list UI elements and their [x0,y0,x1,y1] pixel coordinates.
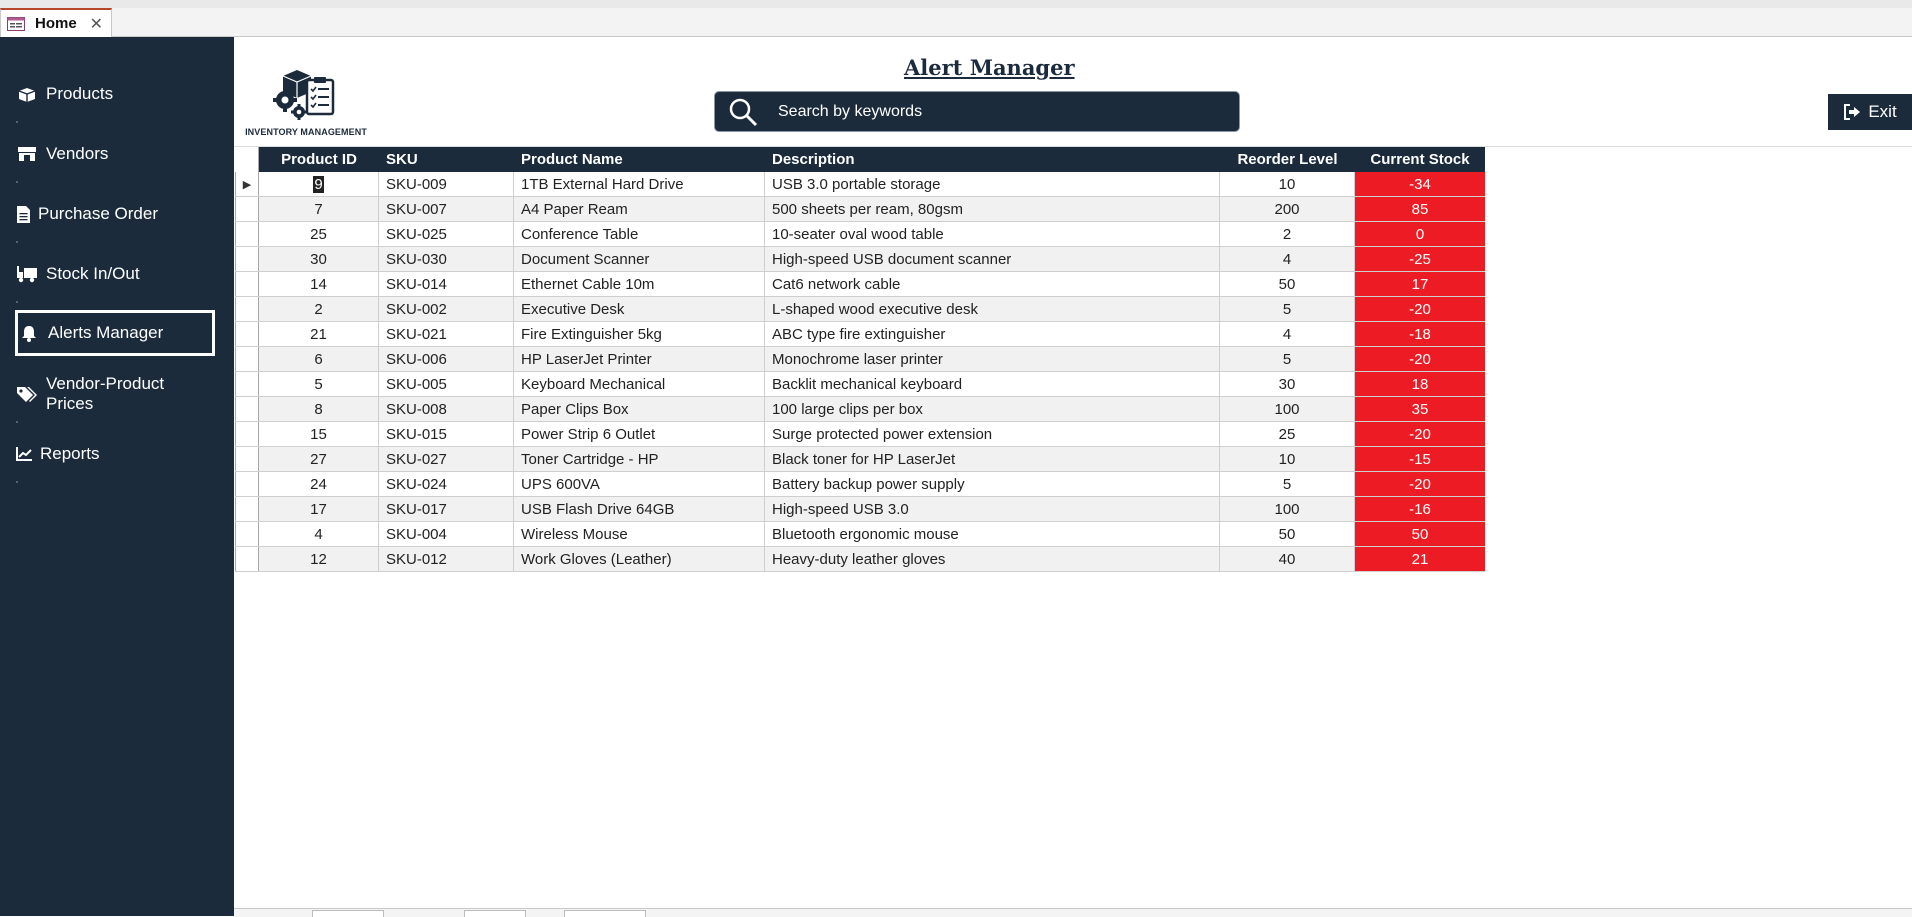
cell-product-name-value: Keyboard Mechanical [521,375,666,393]
cell-description[interactable] [765,397,1220,421]
table-row[interactable] [235,422,1485,447]
cell-current-stock[interactable] [1355,447,1485,471]
cell-reorder-level[interactable] [1220,197,1355,221]
cell-sku-value: SKU-009 [386,175,447,193]
select-all-cell[interactable] [235,147,259,172]
cell-product-id-value: 9 [314,175,323,193]
cell-sku[interactable] [379,397,514,421]
cell-product-id-value: 2 [314,300,323,318]
row-selector[interactable] [235,297,259,321]
column-header-current-stock[interactable]: Current Stock [1355,147,1485,172]
sidebar-item-products[interactable] [16,71,214,117]
row-selector[interactable] [235,247,259,271]
cell-description[interactable] [765,447,1220,471]
cell-product-name[interactable] [514,447,765,471]
cell-product-name[interactable] [514,172,765,196]
sidebar-item-label: Reports [40,444,100,463]
cell-current-stock-value: 17 [1411,275,1429,293]
row-selector[interactable] [235,547,259,571]
document-icon [16,205,30,223]
cell-description[interactable] [765,347,1220,371]
row-selector[interactable] [235,472,259,496]
cell-description[interactable] [765,522,1220,546]
cell-product-name[interactable] [514,547,765,571]
column-header-reorder-level[interactable]: Reorder Level [1237,151,1338,168]
cell-current-stock-value: -18 [1409,325,1431,343]
cell-reorder-level[interactable] [1220,322,1355,346]
cell-product-id[interactable] [259,372,379,396]
search-input[interactable] [776,102,1220,122]
cell-product-id-value: 24 [310,475,327,493]
cell-product-id-value: 6 [314,350,323,368]
cell-product-id[interactable] [259,347,379,371]
column-header-product-id[interactable]: Product ID [281,151,357,168]
cell-product-id[interactable] [259,397,379,421]
cell-sku[interactable] [379,347,514,371]
column-header-product-name[interactable]: Product Name [521,151,623,168]
cell-current-stock[interactable] [1355,247,1485,271]
cell-description[interactable] [765,547,1220,571]
cell-product-name-value: UPS 600VA [521,475,600,493]
cell-product-id[interactable] [259,447,379,471]
current-record-icon: ▶ [242,178,252,191]
row-selector[interactable] [235,272,259,296]
cell-description-value: Surge protected power extension [772,425,993,443]
cell-current-stock-value: 21 [1411,550,1429,568]
cell-product-id[interactable] [259,322,379,346]
cell-reorder-level[interactable] [1220,372,1355,396]
cell-reorder-level[interactable] [1220,247,1355,271]
cell-product-id[interactable] [259,247,379,271]
cell-product-name-value: Conference Table [521,225,639,243]
cell-reorder-level-value: 25 [1278,425,1296,443]
sidebar-item-vendors[interactable] [16,131,214,177]
cell-product-name-value: 1TB External Hard Drive [521,175,684,193]
cell-reorder-level[interactable] [1220,497,1355,521]
chart-icon [16,445,32,463]
cell-current-stock[interactable] [1355,422,1485,446]
cell-description-value: Black toner for HP LaserJet [772,450,956,468]
cell-product-id[interactable] [259,222,379,246]
cell-product-name-value: Ethernet Cable 10m [521,275,655,293]
row-selector[interactable] [235,322,259,346]
truck-icon [16,265,38,283]
sidebar-item-label: Vendors [46,144,109,163]
cell-current-stock-value: 85 [1411,200,1429,218]
cell-sku[interactable] [379,497,514,521]
cell-description-value: 10-seater oval wood table [772,225,944,243]
cell-product-id-value: 12 [310,550,327,568]
column-header-sku[interactable]: SKU [386,151,418,168]
table-row[interactable] [235,297,1485,322]
sidebar-item-purchase-order[interactable] [16,191,214,237]
cell-reorder-level[interactable] [1220,422,1355,446]
document-tab-strip [0,0,1912,37]
cell-current-stock[interactable] [1355,272,1485,296]
cell-description-value: Battery backup power supply [772,475,965,493]
cell-product-name-value: Wireless Mouse [521,525,628,543]
cell-description-value: Cat6 network cable [772,275,901,293]
cell-reorder-level[interactable] [1220,222,1355,246]
cell-product-id[interactable] [259,172,379,196]
cell-sku[interactable] [379,472,514,496]
cell-sku-value: SKU-006 [386,350,447,368]
cell-current-stock-value: -20 [1409,300,1431,318]
cell-current-stock[interactable] [1355,222,1485,246]
cell-product-name[interactable] [514,297,765,321]
cell-description[interactable] [765,197,1220,221]
cell-reorder-level[interactable] [1220,472,1355,496]
search-icon[interactable] [728,97,758,127]
cell-product-id[interactable] [259,522,379,546]
table-row[interactable] [235,322,1485,347]
cell-product-id[interactable] [259,297,379,321]
cell-sku-value: SKU-015 [386,425,447,443]
cell-sku-value: SKU-002 [386,300,447,318]
table-row[interactable] [235,347,1485,372]
cell-current-stock-value: -34 [1409,175,1431,193]
sidebar-item-alerts-manager[interactable] [15,310,215,356]
cell-sku-value: SKU-021 [386,325,447,343]
search-box[interactable] [714,91,1240,132]
row-selector[interactable] [235,172,259,196]
cell-description-value: High-speed USB document scanner [772,250,1012,268]
cell-reorder-level[interactable] [1220,172,1355,196]
cell-sku[interactable] [379,522,514,546]
cell-current-stock[interactable] [1355,522,1485,546]
sidebar-item-label: Purchase Order [38,204,158,223]
cell-current-stock[interactable] [1355,197,1485,221]
cell-description-value: ABC type fire extinguisher [772,325,946,343]
cell-reorder-level[interactable] [1220,297,1355,321]
cell-current-stock-value: -20 [1409,350,1431,368]
cell-product-name-value: Fire Extinguisher 5kg [521,325,662,343]
cell-current-stock[interactable] [1355,547,1485,571]
cell-product-name[interactable] [514,197,765,221]
cell-description-value: Heavy-duty leather gloves [772,550,946,568]
cell-reorder-level-value: 50 [1278,525,1296,543]
cell-product-name-value: HP LaserJet Printer [521,350,652,368]
cell-description-value: L-shaped wood executive desk [772,300,978,318]
cell-sku-value: SKU-014 [386,275,447,293]
cell-description[interactable] [765,297,1220,321]
cell-sku-value: SKU-024 [386,475,447,493]
cell-reorder-level[interactable] [1220,547,1355,571]
cell-description-value: Monochrome laser printer [772,350,943,368]
row-selector[interactable] [235,497,259,521]
cell-description-value: 500 sheets per ream, 80gsm [772,200,963,218]
cell-description-value: Bluetooth ergonomic mouse [772,525,959,543]
table-row[interactable] [235,472,1485,497]
cell-reorder-level[interactable] [1220,447,1355,471]
cell-description[interactable] [765,497,1220,521]
sidebar-item-reports[interactable] [16,431,214,477]
cell-current-stock[interactable] [1355,497,1485,521]
table-row[interactable] [235,522,1485,547]
cell-reorder-level-value: 200 [1274,200,1300,218]
cell-product-id-value: 30 [310,250,327,268]
cell-current-stock-value: -25 [1409,250,1431,268]
cell-product-name[interactable] [514,347,765,371]
cell-reorder-level-value: 100 [1274,400,1300,418]
cell-current-stock-value: 0 [1415,225,1425,243]
tab-home[interactable] [0,8,112,37]
cell-sku[interactable] [379,422,514,446]
cell-description-value: USB 3.0 portable storage [772,175,941,193]
box-icon [16,85,38,103]
cell-product-name-value: A4 Paper Ream [521,200,628,218]
cell-product-name-value: Toner Cartridge - HP [521,450,659,468]
cell-reorder-level[interactable] [1220,397,1355,421]
row-selector[interactable] [235,347,259,371]
row-selector[interactable] [235,422,259,446]
cell-product-name[interactable] [514,322,765,346]
form-icon [7,17,25,31]
table-row[interactable] [235,172,1485,197]
tab-label: Home [35,15,77,32]
exit-button[interactable] [1828,94,1912,130]
table-row[interactable] [235,547,1485,572]
cell-sku[interactable] [379,547,514,571]
cell-reorder-level-value: 30 [1278,375,1296,393]
cell-product-name[interactable] [514,472,765,496]
cell-description[interactable] [765,272,1220,296]
sidebar-item-label: Products [46,84,114,103]
cell-sku[interactable] [379,272,514,296]
cell-current-stock-value: -20 [1409,425,1431,443]
cell-reorder-level-value: 50 [1278,275,1296,293]
cell-current-stock-value: -16 [1409,500,1431,518]
ribbon-edge [0,0,1912,8]
cell-reorder-level-value: 40 [1278,550,1296,568]
table-row[interactable] [235,222,1485,247]
store-icon [16,145,38,163]
cell-description[interactable] [765,247,1220,271]
sidebar [0,37,234,916]
cell-sku-value: SKU-007 [386,200,447,218]
row-selector[interactable] [235,222,259,246]
cell-sku[interactable] [379,172,514,196]
row-selector[interactable] [235,522,259,546]
cell-sku-value: SKU-025 [386,225,447,243]
cell-product-id-value: 14 [310,275,327,293]
cell-description[interactable] [765,422,1220,446]
sidebar-item-stock-in-out[interactable] [16,251,214,297]
cell-product-id-value: 25 [310,225,327,243]
cell-product-id[interactable] [259,472,379,496]
cell-product-id-value: 5 [314,375,323,393]
cell-sku-value: SKU-027 [386,450,447,468]
row-selector[interactable] [235,397,259,421]
cell-current-stock-value: 50 [1411,525,1429,543]
cell-current-stock-value: 18 [1411,375,1429,393]
cell-product-name[interactable] [514,397,765,421]
cell-product-id-value: 27 [310,450,327,468]
cell-product-name[interactable] [514,222,765,246]
cell-current-stock-value: -20 [1409,475,1431,493]
cell-product-id-value: 7 [314,200,323,218]
table-row[interactable] [235,272,1485,297]
logo-text: INVENTORY MANAGEMENT [245,127,367,137]
cell-product-name[interactable] [514,372,765,396]
cell-reorder-level-value: 100 [1274,500,1300,518]
cell-reorder-level-value: 5 [1282,475,1292,493]
table-header [235,147,1485,172]
page-title: Alert Manager [904,55,1075,80]
cell-sku-value: SKU-030 [386,250,447,268]
cell-sku[interactable] [379,222,514,246]
cell-sku-value: SKU-008 [386,400,447,418]
cell-sku[interactable] [379,297,514,321]
sign-out-icon [1843,104,1861,120]
cell-description[interactable] [765,472,1220,496]
cell-current-stock[interactable] [1355,347,1485,371]
cell-description[interactable] [765,372,1220,396]
cell-sku[interactable] [379,372,514,396]
row-selector[interactable] [235,372,259,396]
cell-product-name-value: USB Flash Drive 64GB [521,500,675,518]
cell-current-stock[interactable] [1355,472,1485,496]
cell-sku-value: SKU-012 [386,550,447,568]
cell-reorder-level-value: 5 [1282,350,1292,368]
alerts-table [235,147,1485,572]
bell-icon [18,324,40,342]
cell-product-id[interactable] [259,497,379,521]
sidebar-item-label: Vendor-Product Prices [46,374,165,413]
cell-product-name-value: Paper Clips Box [521,400,629,418]
close-tab-icon[interactable]: ✕ [89,15,103,33]
cell-sku-value: SKU-005 [386,375,447,393]
tags-icon [16,385,38,403]
cell-description-value: Backlit mechanical keyboard [772,375,963,393]
cell-product-id[interactable] [259,197,379,221]
cell-product-name[interactable] [514,272,765,296]
cell-current-stock-value: -15 [1409,450,1431,468]
cell-current-stock-value: 35 [1411,400,1429,418]
cell-product-id[interactable] [259,547,379,571]
cell-product-name[interactable] [514,422,765,446]
cell-product-name-value: Power Strip 6 Outlet [521,425,656,443]
cell-description-value: 100 large clips per box [772,400,923,418]
cell-current-stock[interactable] [1355,322,1485,346]
cell-reorder-level[interactable] [1220,347,1355,371]
table-row[interactable] [235,247,1485,272]
sidebar-item-label: Stock In/Out [46,264,140,283]
cell-reorder-level-value: 10 [1278,175,1296,193]
cell-reorder-level[interactable] [1220,272,1355,296]
cell-product-name[interactable] [514,522,765,546]
sidebar-item-vendor-product-prices[interactable] [16,371,214,417]
sidebar-item-label: Alerts Manager [48,323,164,342]
cell-reorder-level-value: 4 [1282,325,1292,343]
cell-sku[interactable] [379,197,514,221]
table-row[interactable] [235,497,1485,522]
cell-product-name-value: Work Gloves (Leather) [521,550,672,568]
cell-sku[interactable] [379,247,514,271]
cell-description[interactable] [765,172,1220,196]
cell-reorder-level-value: 10 [1278,450,1296,468]
cell-product-id-value: 21 [310,325,327,343]
cell-sku[interactable] [379,447,514,471]
cell-reorder-level-value: 4 [1282,250,1292,268]
cell-product-id-value: 4 [314,525,323,543]
row-selector[interactable] [235,447,259,471]
row-selector[interactable] [235,197,259,221]
cell-current-stock[interactable] [1355,397,1485,421]
cell-current-stock[interactable] [1355,172,1485,196]
table-row[interactable] [235,397,1485,422]
cell-product-id-value: 15 [310,425,327,443]
exit-label: Exit [1868,102,1897,121]
cell-product-name-value: Executive Desk [521,300,625,318]
cell-reorder-level-value: 2 [1282,225,1292,243]
cell-sku-value: SKU-017 [386,500,447,518]
cell-sku[interactable] [379,322,514,346]
cell-current-stock[interactable] [1355,297,1485,321]
cell-product-id-value: 8 [314,400,323,418]
table-row[interactable] [235,197,1485,222]
cell-product-name-value: Document Scanner [521,250,650,268]
cell-product-name[interactable] [514,497,765,521]
table-row[interactable] [235,447,1485,472]
cell-product-id[interactable] [259,272,379,296]
cell-product-name[interactable] [514,247,765,271]
cell-reorder-level[interactable] [1220,522,1355,546]
column-header-description[interactable]: Description [772,151,855,168]
cell-sku-value: SKU-004 [386,525,447,543]
table-row[interactable] [235,372,1485,397]
cell-description[interactable] [765,322,1220,346]
cell-description[interactable] [765,222,1220,246]
cell-current-stock[interactable] [1355,372,1485,396]
cell-product-id-value: 17 [310,500,327,518]
cell-product-id[interactable] [259,422,379,446]
cell-reorder-level-value: 5 [1282,300,1292,318]
cell-description-value: High-speed USB 3.0 [772,500,909,518]
